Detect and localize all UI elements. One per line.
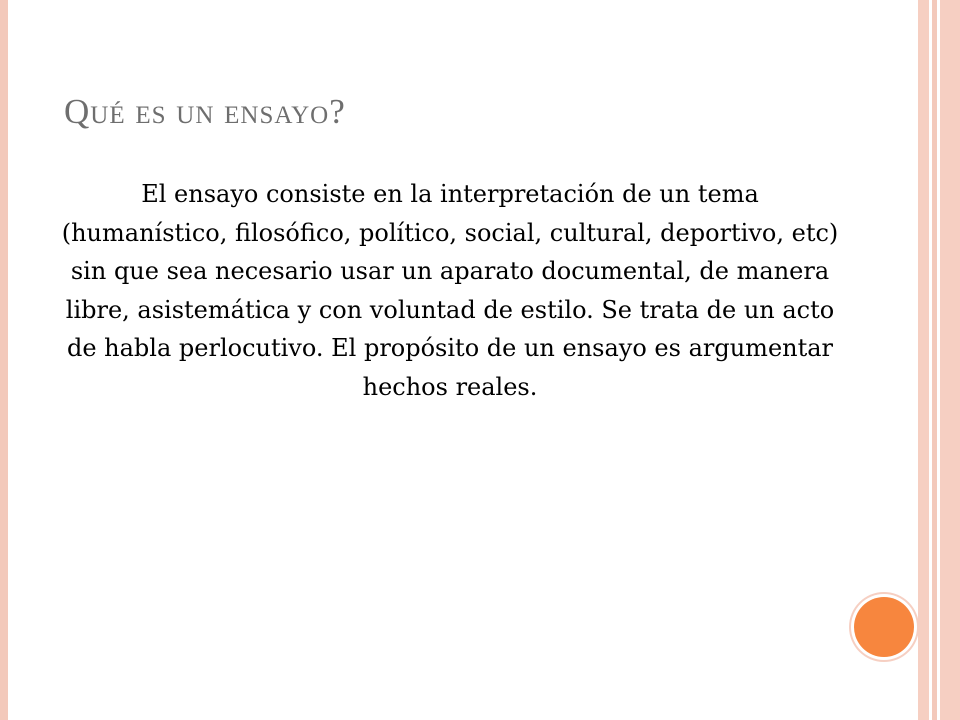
right-border-stripe bbox=[918, 0, 929, 720]
slide-title: Qué es un ensayo? bbox=[64, 92, 346, 131]
decorative-circle bbox=[854, 597, 914, 657]
left-border-stripe bbox=[0, 0, 8, 720]
slide-body-text: El ensayo consiste en la interpretación de un tema (humanístico, filosófico, político, social, cultural, deportivo, etc) sin que sea necesario usar un aparato documental, de manera libre, asistemática y con voluntad de estilo. Se trata de un acto de habla perlocutivo. El propósito de un ensayo es argumentar hechos reales. bbox=[61, 180, 839, 401]
right-border-stripe bbox=[940, 0, 960, 720]
